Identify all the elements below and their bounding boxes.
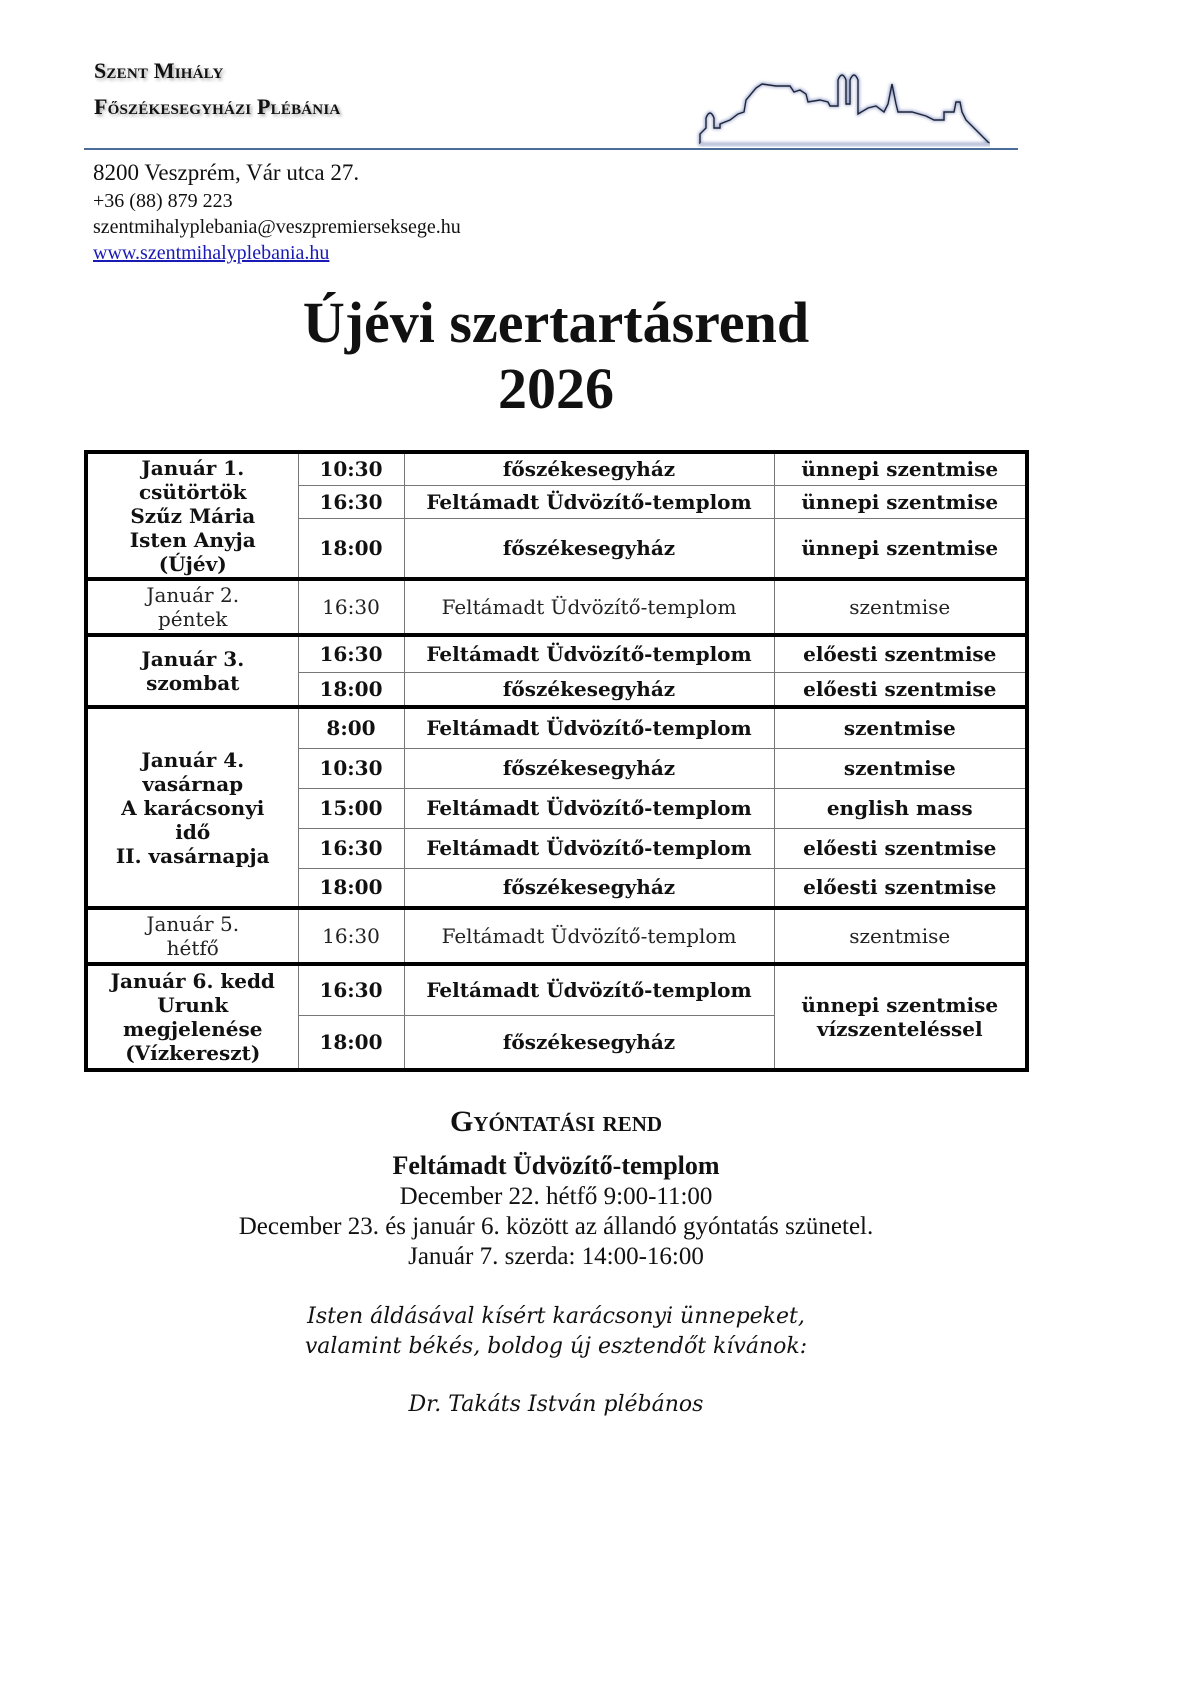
confession-line: December 23. és január 6. között az állandó gyóntatás szünetel. xyxy=(238,1213,874,1240)
website-link[interactable]: www.szentmihalyplebania.hu xyxy=(93,242,330,264)
time-cell: 18:00 xyxy=(298,868,404,908)
greeting xyxy=(0,1302,1112,1362)
time-cell: 16:30 xyxy=(298,635,404,672)
day-line: (Újév) xyxy=(158,551,227,576)
table-row xyxy=(86,707,1027,748)
time-cell: 18:00 xyxy=(298,672,404,707)
header-divider xyxy=(84,148,1018,150)
type-cell: szentmise xyxy=(774,748,1027,788)
time-cell: 16:30 xyxy=(298,908,404,964)
day-cell xyxy=(86,908,298,964)
phone-number: +36 (88) 879 223 xyxy=(93,190,233,212)
day-line: Szűz Mária xyxy=(130,503,256,528)
day-line: Január 2. xyxy=(146,583,240,607)
place-cell: főszékesegyház xyxy=(404,452,774,485)
time-cell: 16:30 xyxy=(298,579,404,635)
day-line: Január 5. xyxy=(146,912,240,936)
place-cell: Feltámadt Üdvözítő-templom xyxy=(404,828,774,868)
table-row xyxy=(86,908,1027,964)
place-cell: Feltámadt Üdvözítő-templom xyxy=(404,579,774,635)
time-cell: 15:00 xyxy=(298,788,404,828)
schedule-table xyxy=(84,450,1029,1072)
day-line: megjelenése xyxy=(123,1017,263,1041)
day-line: A karácsonyi xyxy=(121,795,265,820)
day-line: Urunk xyxy=(157,993,229,1017)
confession-line: December 22. hétfő 9:00-11:00 xyxy=(399,1183,713,1210)
place-cell: Feltámadt Üdvözítő-templom xyxy=(404,485,774,518)
parish-name xyxy=(94,60,340,118)
type-cell: ünnepi szentmise xyxy=(774,452,1027,485)
day-line: idő xyxy=(175,819,211,844)
confession-heading: Gyóntatási rend xyxy=(449,1105,663,1138)
place-cell: főszékesegyház xyxy=(404,868,774,908)
place-cell: főszékesegyház xyxy=(404,672,774,707)
place-cell: Feltámadt Üdvözítő-templom xyxy=(404,635,774,672)
greeting-line: valamint békés, boldog új esztendőt kívánok: xyxy=(304,1334,808,1359)
day-line: péntek xyxy=(157,607,228,631)
table-row xyxy=(86,964,1027,1015)
time-cell: 16:30 xyxy=(298,964,404,1015)
place-cell: Feltámadt Üdvözítő-templom xyxy=(404,908,774,964)
day-cell xyxy=(86,452,298,579)
type-cell: szentmise xyxy=(774,707,1027,748)
time-cell: 10:30 xyxy=(298,748,404,788)
day-line: szombat xyxy=(146,671,240,695)
type-cell: előesti szentmise xyxy=(774,868,1027,908)
type-cell: english mass xyxy=(774,788,1027,828)
type-cell xyxy=(774,964,1027,1070)
day-line: csütörtök xyxy=(138,479,247,504)
time-cell: 16:30 xyxy=(298,828,404,868)
place-cell: Feltámadt Üdvözítő-templom xyxy=(404,788,774,828)
time-cell: 16:30 xyxy=(298,485,404,518)
castle-skyline-icon xyxy=(690,62,990,147)
greeting-line: Isten áldásával kísért karácsonyi ünnepeket, xyxy=(307,1304,805,1329)
parish-name-line2: Főszékesegyházi Plébánia xyxy=(94,94,341,119)
type-cell: előesti szentmise xyxy=(774,672,1027,707)
day-line: vasárnap xyxy=(142,771,244,796)
day-line: (Vízkereszt) xyxy=(125,1041,261,1065)
type-line: vízszenteléssel xyxy=(816,1017,983,1041)
table-row xyxy=(86,579,1027,635)
day-cell xyxy=(86,635,298,707)
confession-venue: Feltámadt Üdvözítő-templom xyxy=(392,1151,720,1180)
type-cell: előesti szentmise xyxy=(774,635,1027,672)
day-line: Január 6. kedd xyxy=(110,969,275,993)
time-cell: 10:30 xyxy=(298,452,404,485)
type-cell: szentmise xyxy=(774,908,1027,964)
day-line: II. vasárnapja xyxy=(115,843,270,868)
day-cell xyxy=(86,707,298,908)
type-cell: előesti szentmise xyxy=(774,828,1027,868)
day-cell xyxy=(86,579,298,635)
page-title xyxy=(0,290,1112,422)
place-cell: főszékesegyház xyxy=(404,518,774,579)
title-line1: Újévi szertartásrend xyxy=(302,290,810,355)
day-line: Január 4. xyxy=(141,747,245,772)
table-row xyxy=(86,452,1027,485)
day-line: Január 3. xyxy=(141,647,245,671)
day-line: Isten Anyja xyxy=(129,527,256,552)
day-cell xyxy=(86,964,298,1070)
place-cell: főszékesegyház xyxy=(404,748,774,788)
time-cell: 18:00 xyxy=(298,518,404,579)
address: 8200 Veszprém, Vár utca 27. xyxy=(93,160,360,185)
type-line: ünnepi szentmise xyxy=(801,993,999,1017)
day-line: hétfő xyxy=(166,936,219,960)
table-row xyxy=(86,635,1027,672)
parish-name-line1: Szent Mihály xyxy=(94,58,224,83)
place-cell: Feltámadt Üdvözítő-templom xyxy=(404,707,774,748)
type-cell: szentmise xyxy=(774,579,1027,635)
type-cell: ünnepi szentmise xyxy=(774,485,1027,518)
contact-block xyxy=(93,158,461,266)
type-cell: ünnepi szentmise xyxy=(774,518,1027,579)
place-cell: Feltámadt Üdvözítő-templom xyxy=(404,964,774,1015)
title-year: 2026 xyxy=(498,356,614,421)
signature: Dr. Takáts István plébános xyxy=(408,1392,704,1417)
place-cell: főszékesegyház xyxy=(404,1015,774,1070)
confession-line: Január 7. szerda: 14:00-16:00 xyxy=(408,1243,704,1270)
email-address: szentmihalyplebania@veszpremierseksege.hu xyxy=(93,216,461,238)
confession-section xyxy=(0,1102,1112,1272)
time-cell: 8:00 xyxy=(298,707,404,748)
day-line: Január 1. xyxy=(141,455,245,480)
time-cell: 18:00 xyxy=(298,1015,404,1070)
